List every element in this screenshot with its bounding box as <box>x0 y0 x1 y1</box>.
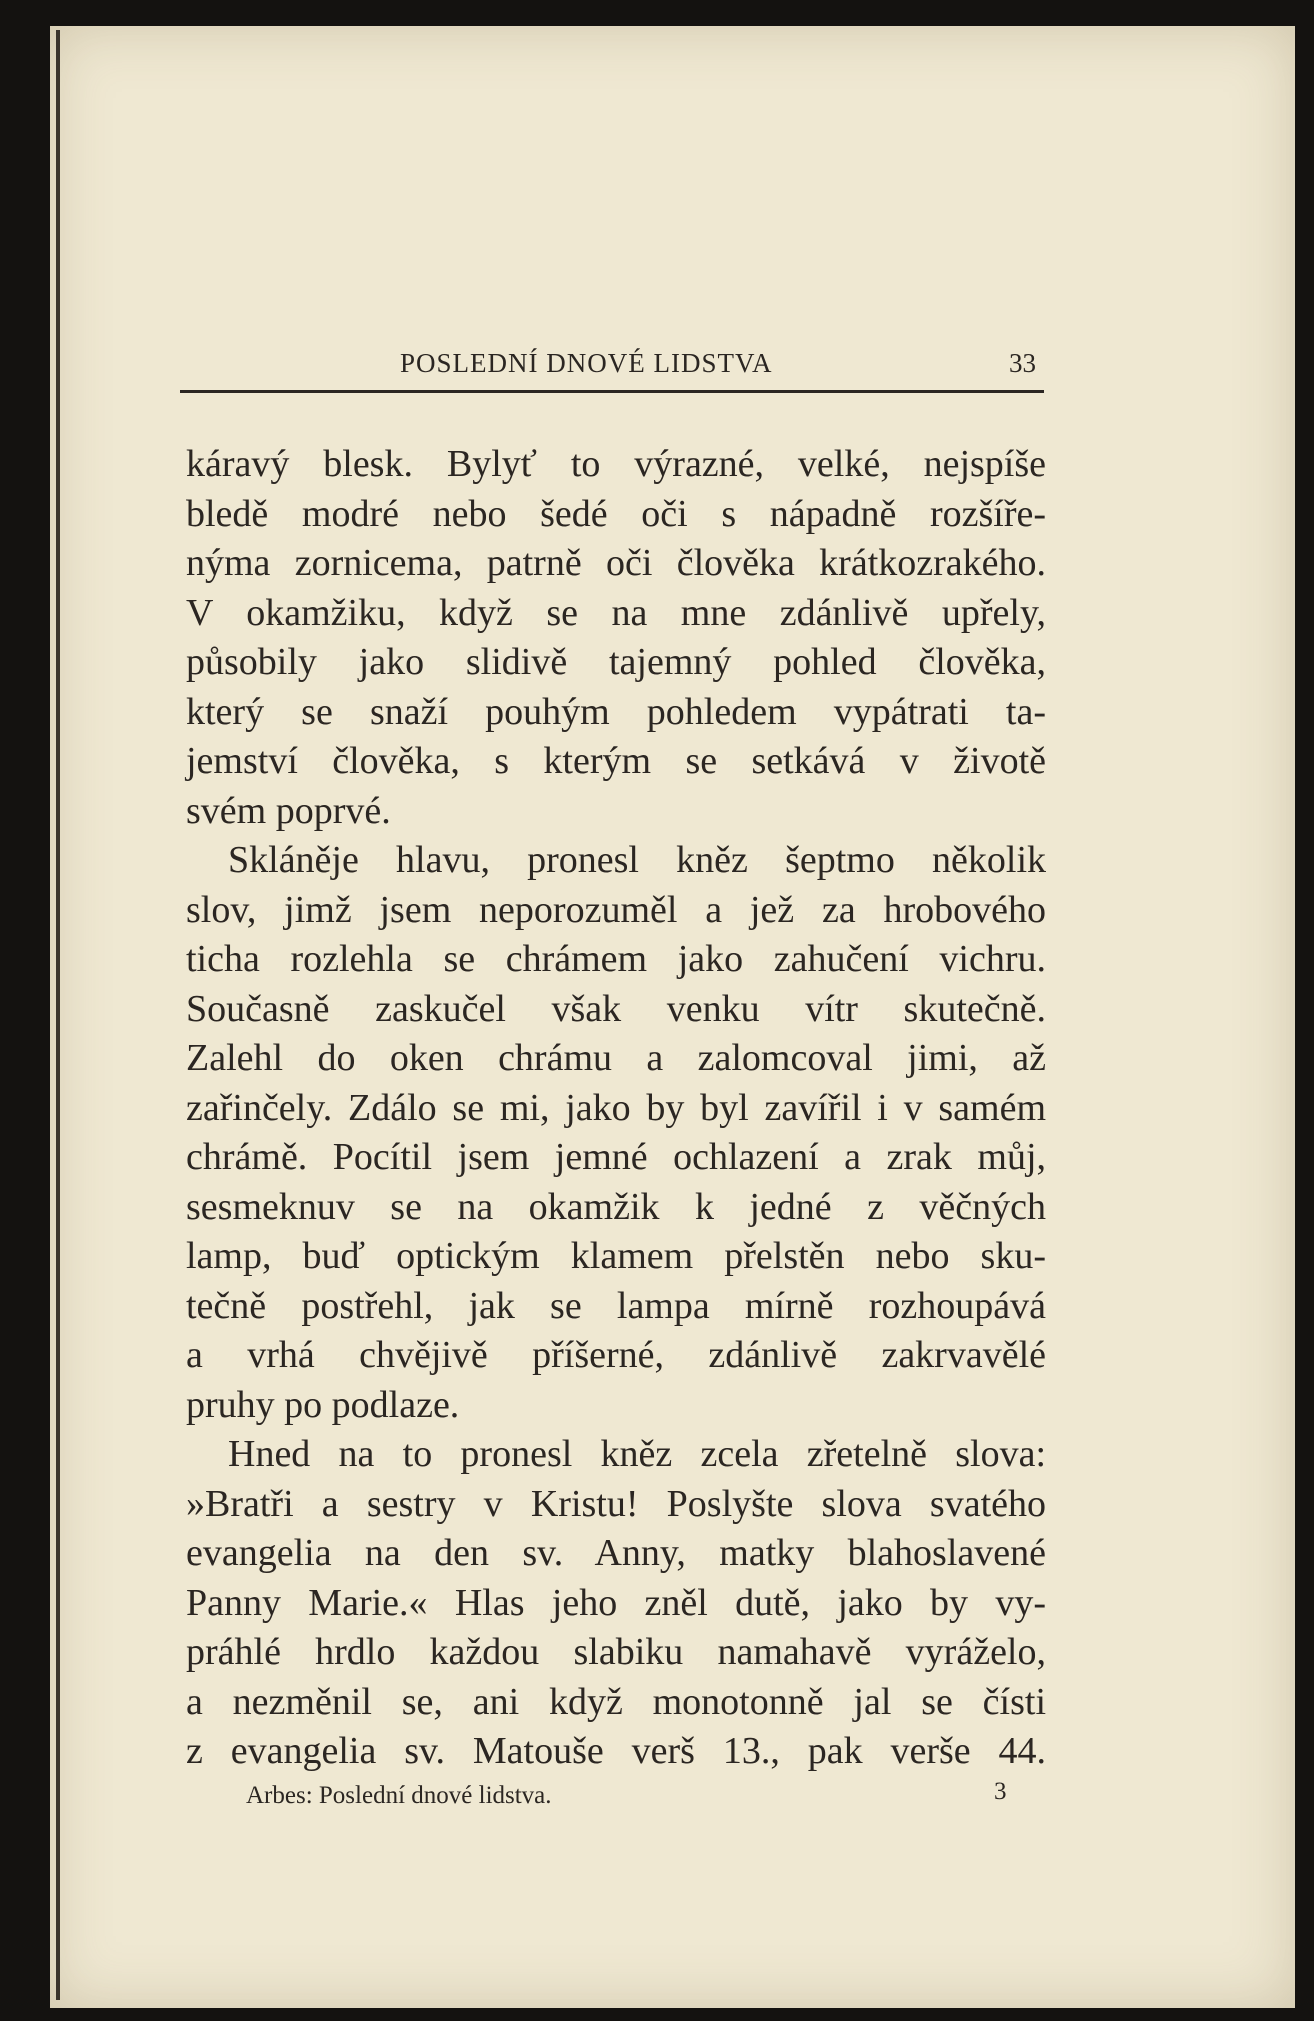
page-number: 33 <box>1009 348 1036 378</box>
text-line: V okamžiku, když se na mne zdánlivě upřely, <box>186 591 1046 634</box>
text-line: který se snaží pouhým pohledem vypátrati ta- <box>186 690 1046 733</box>
text-line: pruhy po podlaze. <box>186 1383 460 1426</box>
text-line: Hned na to pronesl kněz zcela zřetelně slova: <box>228 1433 1046 1475</box>
text-line: a vrhá chvějivě příšerné, zdánlivě zakrvavělé <box>186 1334 1046 1376</box>
text-line: svém poprvé. <box>186 789 391 832</box>
text-line: evangelia na den sv. Anny, matky blahoslavené <box>186 1532 1046 1574</box>
text-line: Panny Marie.« Hlas jeho zněl dutě, jako by vy- <box>186 1581 1046 1624</box>
text-line: působily jako slidivě tajemný pohled člověka, <box>186 641 1046 683</box>
text-line: z evangelia sv. Matouše verš 13., pak verše 44. <box>186 1730 1046 1772</box>
text-line: nýma zornicema, patrně oči člověka krátkozrakého. <box>186 542 1046 584</box>
printer-signature: Arbes: Poslední dnové lidstva. <box>246 1782 552 1809</box>
text-line: »Bratři a sestry v Kristu! Poslyšte slova svatého <box>186 1482 1046 1525</box>
text-line: Současně zaskučel však venku vítr skutečně. <box>186 987 1046 1030</box>
body-text <box>186 440 1046 1777</box>
running-header <box>180 344 1044 388</box>
text-line: tečně postřehl, jak se lampa mírně rozhoupává <box>186 1284 1046 1327</box>
sheet-number: 3 <box>994 1778 1007 1805</box>
text-line: slov, jimž jsem neporozuměl a jež za hrobového <box>186 888 1046 931</box>
running-header-title: POSLEDNÍ DNOVÉ LIDSTVA <box>400 348 773 378</box>
text-line: jemství člověka, s kterým se setkává v životě <box>186 740 1046 782</box>
header-rule <box>180 390 1044 393</box>
text-line: káravý blesk. Bylyť to výrazné, velké, nejspíše <box>186 443 1046 485</box>
text-line: práhlé hrdlo každou slabiku namahavě vyráželo, <box>186 1631 1046 1673</box>
page-binding-edge <box>56 30 60 2000</box>
text-line: ticha rozlehla se chrámem jako zahučení vichru. <box>186 938 1046 980</box>
text-line: a nezměnil se, ani když monotonně jal se čísti <box>186 1680 1046 1723</box>
text-line: sesmeknuv se na okamžik k jedné z věčných <box>186 1185 1046 1228</box>
text-line: Skláněje hlavu, pronesl kněz šeptmo několik <box>228 839 1046 881</box>
text-line: lamp, buď optickým klamem přelstěn nebo sku- <box>186 1235 1046 1277</box>
footer-signature-line <box>246 1778 1026 1822</box>
text-line: chrámě. Pocítil jsem jemné ochlazení a zrak můj, <box>186 1136 1046 1178</box>
text-line: zařinčely. Zdálo se mi, jako by byl zavířil i v samém <box>186 1086 1046 1129</box>
text-line: Zalehl do oken chrámu a zalomcoval jimi, až <box>186 1037 1046 1079</box>
text-line: bledě modré nebo šedé oči s nápadně rozšíře- <box>186 492 1046 535</box>
